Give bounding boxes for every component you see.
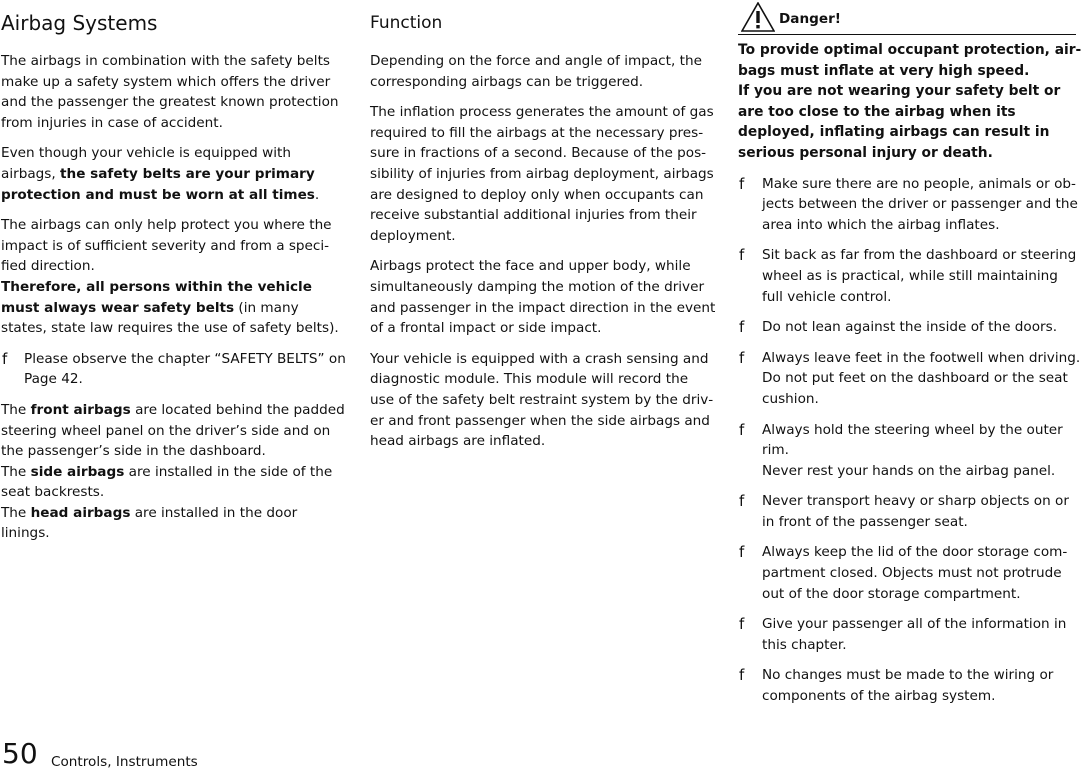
paragraph bbox=[1, 215, 347, 339]
list-item-text: Never transport heavy or sharp objects on or in front of the passenger seat. bbox=[762, 493, 1069, 530]
bullet-marker: f bbox=[739, 174, 745, 193]
paragraph: Airbags protect the face and upper body, while simultaneously damping the motion of the driver and passenger in the impact direction in the event of a frontal impact or side impact. bbox=[370, 258, 716, 337]
emphasis: head airbags bbox=[30, 504, 131, 521]
list-item bbox=[738, 174, 1082, 236]
right-column bbox=[738, 8, 1082, 717]
bullet-marker: f bbox=[739, 492, 745, 511]
emphasis: the safety belts are your primary protection and must be worn at all times bbox=[1, 165, 315, 203]
danger-label: Danger! bbox=[779, 11, 841, 27]
danger-text bbox=[738, 40, 1082, 164]
bullet-marker: f bbox=[739, 615, 745, 634]
bullet-marker: f bbox=[739, 543, 745, 562]
list-item-text: Give your passenger all of the information in this chapter. bbox=[762, 616, 1067, 653]
list-item bbox=[738, 665, 1082, 706]
list-item bbox=[738, 317, 1082, 338]
emphasis: side airbags bbox=[30, 463, 125, 480]
bullet-marker: f bbox=[2, 349, 8, 368]
paragraph: Your vehicle is equipped with a crash sensing and diagnostic module. This module will record the use of the safety belt restraint system by the driver and front passenger when the side airbags and head airbags are inflated. bbox=[370, 350, 714, 450]
list-item-text: Always keep the lid of the door storage compartment closed. Objects must not protrude out of the door storage compartment. bbox=[762, 544, 1068, 602]
bullet-marker: f bbox=[739, 318, 745, 337]
page-footer bbox=[2, 737, 198, 770]
list-item bbox=[738, 245, 1082, 307]
list-item bbox=[738, 614, 1082, 655]
list-item-text: Always hold the steering wheel by the outer rim. bbox=[762, 421, 1063, 459]
list-item bbox=[1, 349, 347, 390]
section-name: Controls, Instruments bbox=[51, 754, 198, 770]
emphasis: Therefore, all persons within the vehicle must always wear safety belts bbox=[1, 278, 312, 316]
list-item bbox=[738, 491, 1082, 532]
text: The airbags can only help protect you where the impact is of sufficient severity and from a specified direction. bbox=[1, 217, 332, 275]
text: Even though your vehicle is equipped with airbags, bbox=[1, 145, 291, 182]
bullet-marker: f bbox=[739, 420, 745, 439]
list-item-text: Please observe the chapter “SAFETY BELTS” on Page 42. bbox=[24, 350, 346, 388]
text: are located behind the padded steering wheel panel on the driver’s side and on the passenger’s side in the dashboard. bbox=[1, 401, 345, 460]
paragraph: The inflation process generates the amount of gas required to fill the airbags at the necessary pressure in fractions of a second. Because of the possibility of injuries from airbag deployment, airbags are designed to deploy only when occupants can receive substantial additional injuries from their deployment. bbox=[370, 104, 714, 244]
list-item-text: Always leave feet in the footwell when driving. Do not put feet on the dashboard or the seat cushion. bbox=[762, 349, 1081, 407]
danger-header bbox=[738, 8, 1076, 35]
text: To provide optimal occupant protection, airbags must inflate at very high speed. bbox=[738, 42, 1082, 79]
emphasis: front airbags bbox=[30, 401, 131, 418]
bullet-marker: f bbox=[739, 246, 745, 265]
list-item-text: Do not lean against the inside of the doors. bbox=[762, 319, 1058, 336]
list-item-text: Never rest your hands on the airbag panel. bbox=[762, 462, 1056, 479]
middle-column bbox=[370, 8, 716, 462]
list-item bbox=[738, 542, 1082, 604]
warning-triangle-icon bbox=[741, 2, 775, 32]
text: The bbox=[1, 401, 31, 418]
list-item-text: No changes must be made to the wiring or components of the airbag system. bbox=[762, 667, 1054, 705]
bullet-marker: f bbox=[739, 348, 745, 367]
text: (in many states, state law requires the use of safety belts). bbox=[1, 299, 339, 337]
text: are installed in the door linings. bbox=[1, 504, 298, 542]
list-item bbox=[738, 420, 1082, 482]
paragraph: Depending on the force and angle of impact, the corresponding airbags can be triggered. bbox=[370, 53, 702, 90]
list-item bbox=[738, 348, 1082, 410]
text: The bbox=[1, 504, 31, 521]
paragraph bbox=[1, 143, 347, 205]
text: . bbox=[314, 186, 320, 203]
list-item-text: Sit back as far from the dashboard or steering wheel as is practical, while still maintaining full vehicle control. bbox=[762, 247, 1077, 305]
text: If you are not wearing your safety belt or are too close to the airbag when its deployed, inflating airbags can result in serious personal injury or death. bbox=[738, 83, 1061, 161]
bullet-marker: f bbox=[739, 666, 745, 685]
section-title-airbag-systems: Airbag Systems bbox=[1, 11, 158, 35]
left-column bbox=[1, 8, 347, 554]
text: are installed in the side of the seat backrests. bbox=[1, 463, 333, 501]
list-item-text: Make sure there are no people, animals or objects between the driver or passenger and the area into which the airbag inflates. bbox=[762, 175, 1078, 233]
paragraph: The airbags in combination with the safety belts make up a safety system which offers the driver and the passenger the greatest known protection from injuries in case of accident. bbox=[1, 53, 339, 131]
section-title-function: Function bbox=[370, 13, 443, 33]
paragraph bbox=[1, 400, 347, 544]
page-number: 50 bbox=[2, 737, 38, 770]
text: The bbox=[1, 463, 31, 480]
